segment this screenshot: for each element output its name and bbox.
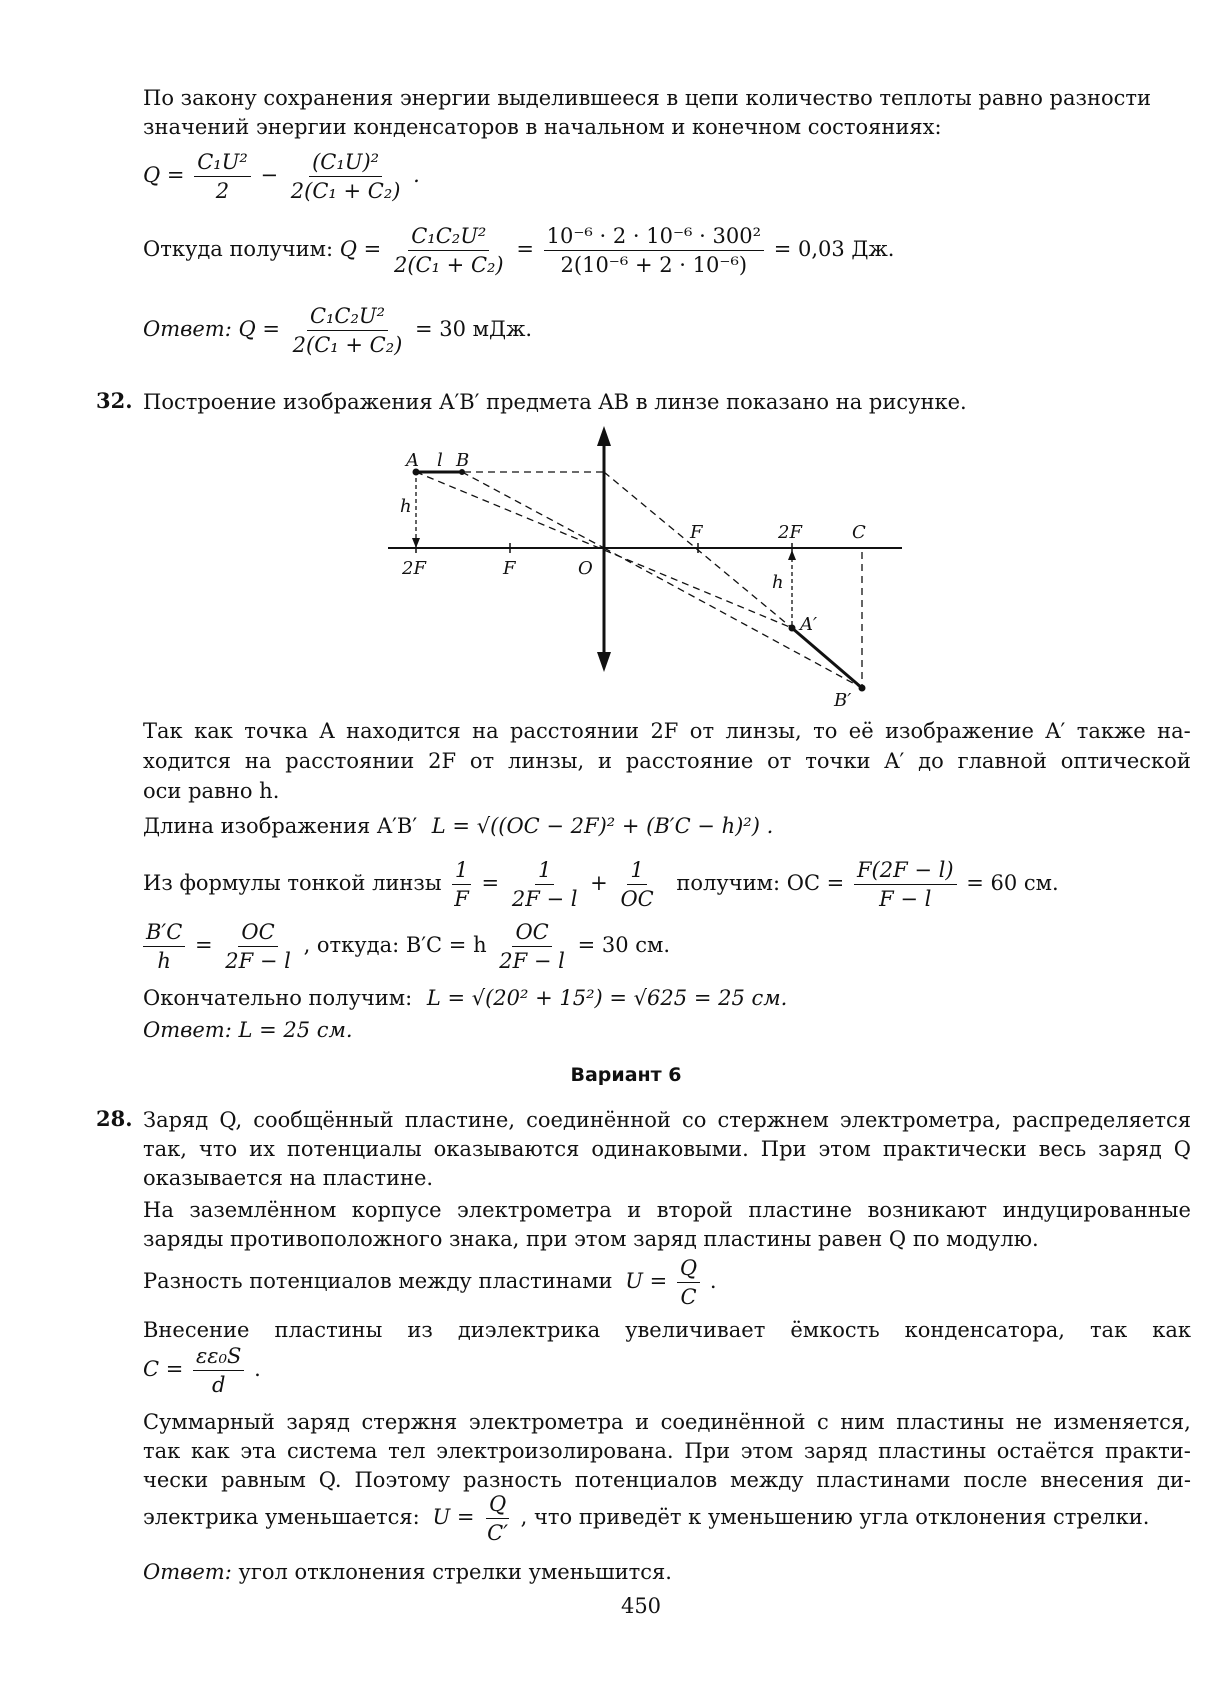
word: её xyxy=(848,719,874,743)
formula-result: = 60 см. xyxy=(966,871,1059,895)
fraction xyxy=(193,1343,244,1398)
word: расстоянии xyxy=(510,719,640,743)
denominator: C′ xyxy=(487,1521,508,1545)
formula-part: = xyxy=(481,871,500,895)
formula-q-value xyxy=(143,222,894,278)
numerator: C₁U² xyxy=(194,149,251,177)
text-line: оказывается на пластине. xyxy=(143,1166,434,1190)
word: увеличивает xyxy=(625,1318,766,1342)
word: На xyxy=(143,1198,174,1222)
word: и xyxy=(635,1410,650,1434)
word: система xyxy=(287,1439,378,1463)
numerator: C₁C₂U² xyxy=(408,223,489,251)
denominator: F − l xyxy=(879,887,932,911)
fraction xyxy=(509,857,581,912)
word: так xyxy=(1089,1318,1128,1342)
answer-text: угол отклонения стрелки уменьшится. xyxy=(238,1560,672,1584)
label-f-left: F xyxy=(503,558,516,579)
text-line: значений энергии конденсаторов в начальном и конечном состояниях: xyxy=(143,115,942,139)
word: заряд xyxy=(286,1410,350,1434)
point-a-image xyxy=(789,625,795,631)
word: диэлектрика xyxy=(457,1318,601,1342)
word: то xyxy=(813,719,838,743)
text-line: По закону сохранения энергии выделившееся в цепи количество теплоты равно разности xyxy=(143,86,1151,110)
word: разность xyxy=(463,1468,562,1492)
image-length-line xyxy=(143,812,773,840)
word: стержнем xyxy=(717,1108,829,1132)
arrow-down-icon xyxy=(412,538,420,548)
fraction xyxy=(544,223,764,278)
text-line-justified xyxy=(143,1316,1191,1344)
denominator: C xyxy=(680,1285,697,1309)
formula-result: = 30 мДж. xyxy=(415,317,533,341)
numerator: εε₀S xyxy=(193,1343,244,1371)
reduced-potential-line xyxy=(143,1490,1149,1546)
word: заряд xyxy=(803,1439,868,1463)
numerator: Q xyxy=(677,1255,700,1283)
formula-part: . xyxy=(709,1269,717,1293)
formula-part: . xyxy=(413,163,420,187)
word: возникают xyxy=(867,1198,988,1222)
word: главной xyxy=(957,749,1047,773)
word: линзы, xyxy=(725,719,802,743)
word: оптической xyxy=(1060,749,1191,773)
numerator: 10⁻⁶ · 2 · 10⁻⁶ · 300² xyxy=(544,223,764,251)
word: пластины xyxy=(274,1318,383,1342)
word: на xyxy=(472,719,499,743)
word: на xyxy=(244,749,272,773)
numerator: 1 xyxy=(452,857,471,885)
word: этом xyxy=(818,1137,871,1161)
word: A′ xyxy=(1045,719,1066,743)
formula-result: = 30 см. xyxy=(577,933,671,957)
denominator: 2F − l xyxy=(225,949,291,973)
label-b: B xyxy=(456,450,470,471)
word: после xyxy=(963,1468,1028,1492)
word: практически xyxy=(882,1137,1027,1161)
word: Поэтому xyxy=(354,1468,451,1492)
fraction xyxy=(391,223,507,278)
word: и xyxy=(598,749,613,773)
formula-part: + xyxy=(590,871,608,895)
word: с xyxy=(817,1410,829,1434)
word: электрометра xyxy=(468,1410,624,1434)
label-a: A xyxy=(406,450,419,471)
word: A′ xyxy=(884,749,905,773)
word: электрометра xyxy=(457,1198,612,1222)
word: ёмкость xyxy=(790,1318,880,1342)
fraction xyxy=(484,1491,511,1546)
word: Q xyxy=(1173,1137,1191,1161)
denominator: 2(C₁ + C₂) xyxy=(292,333,403,357)
word: индуцированные xyxy=(1002,1198,1191,1222)
point-b-image xyxy=(859,685,865,691)
word: соединённой xyxy=(660,1410,806,1434)
word: тел xyxy=(388,1439,426,1463)
label-f-right: F xyxy=(690,522,703,543)
numerator: OC xyxy=(512,919,551,947)
formula-part: C = xyxy=(143,1357,184,1381)
denominator: 2(10⁻⁶ + 2 · 10⁻⁶) xyxy=(560,253,748,277)
label-a-image: A′ xyxy=(800,614,818,635)
word: Q, xyxy=(219,1108,243,1132)
word: пластины xyxy=(896,1410,1005,1434)
formula-part: Q = xyxy=(238,317,280,341)
word: что xyxy=(198,1137,238,1161)
word: ди- xyxy=(1156,1468,1191,1492)
lens-arrow-down-icon xyxy=(597,652,611,672)
text-label: Откуда получим: xyxy=(143,237,334,261)
formula-final: L = √(20² + 15²) = √625 = 25 см. xyxy=(426,986,788,1010)
word: соединённой xyxy=(526,1108,671,1132)
word: Q. xyxy=(318,1468,342,1492)
image-a-b xyxy=(792,628,862,688)
answer-q xyxy=(143,302,532,358)
answer-label: Ответ: xyxy=(143,1560,232,1584)
fraction xyxy=(496,919,568,974)
text-label: электрика уменьшается: xyxy=(143,1505,420,1529)
numerator: Q xyxy=(486,1491,509,1519)
word: внесения xyxy=(1040,1468,1145,1492)
numerator: OC xyxy=(238,919,277,947)
word: оказываются xyxy=(433,1137,580,1161)
final-line xyxy=(143,984,787,1012)
formula-part: Q = xyxy=(143,163,185,187)
numerator: B′C xyxy=(143,919,185,947)
denominator: 2(C₁ + C₂) xyxy=(290,179,401,203)
denominator: F xyxy=(454,887,469,911)
fraction xyxy=(617,857,656,912)
word: чески xyxy=(143,1468,209,1492)
word: расстоянии xyxy=(285,749,415,773)
text-line: заряды противоположного знака, при этом заряд пластины равен Q по модулю. xyxy=(143,1227,1039,1251)
label-l: l xyxy=(437,450,443,471)
formula-part: U = xyxy=(432,1505,475,1529)
word: ходится xyxy=(143,749,232,773)
word: корпусе xyxy=(351,1198,442,1222)
word: изменяется, xyxy=(1053,1410,1191,1434)
denominator: 2F − l xyxy=(499,949,565,973)
text-line-justified xyxy=(143,1135,1191,1163)
denominator: 2F − l xyxy=(511,887,578,911)
word: точки xyxy=(805,749,871,773)
formula-part: . xyxy=(254,1357,261,1381)
text-line-justified xyxy=(143,1196,1191,1224)
word: пластине xyxy=(748,1198,853,1222)
answer-text: L = 25 см. xyxy=(238,1018,353,1042)
answer-label: Ответ: xyxy=(143,1018,232,1042)
problem-number: 32. xyxy=(96,388,133,413)
word: точка xyxy=(244,719,309,743)
word: практи- xyxy=(1105,1439,1191,1463)
formula-part: = xyxy=(516,237,534,261)
fraction xyxy=(194,149,251,204)
word: и xyxy=(627,1198,642,1222)
word: пластине, xyxy=(404,1108,516,1132)
text-line: оси равно h. xyxy=(143,779,280,803)
word: пластины xyxy=(878,1439,987,1463)
text-line-justified xyxy=(143,1106,1191,1134)
word: заряд xyxy=(1098,1137,1162,1161)
word: расстояние xyxy=(625,749,754,773)
fraction xyxy=(290,303,406,358)
thin-lens-line xyxy=(143,856,1059,912)
formula-part: U = xyxy=(625,1269,668,1293)
text-label: Разность потенциалов между пластинами xyxy=(143,1269,613,1293)
word: этом xyxy=(740,1439,794,1463)
problem-number: 28. xyxy=(96,1106,133,1131)
word: не xyxy=(1015,1410,1043,1434)
label-c: C xyxy=(852,522,866,543)
word: стержня xyxy=(361,1410,458,1434)
word: также xyxy=(1076,719,1146,743)
formula-part: Q = xyxy=(339,237,382,261)
text-line: Построение изображения A′B′ предмета AB в линзе показано на рисунке. xyxy=(143,390,967,414)
text-line-justified xyxy=(143,1408,1191,1436)
formula-result: = 0,03 Дж. xyxy=(773,237,895,261)
fraction xyxy=(854,857,957,912)
formula-part: = xyxy=(194,933,213,957)
word: от xyxy=(767,749,792,773)
word: весь xyxy=(1038,1137,1087,1161)
capacitance-formula xyxy=(143,1342,261,1398)
label-h-right: h xyxy=(772,572,784,593)
ray-b-through-center xyxy=(604,548,862,688)
similar-triangles-line xyxy=(143,918,670,974)
formula-length: L = √((OC − 2F)² + (B′C − h)²) . xyxy=(431,814,774,838)
word: от xyxy=(469,749,495,773)
word: распределяется xyxy=(1012,1108,1191,1132)
word: При xyxy=(760,1137,807,1161)
ray-through-focus xyxy=(604,472,792,628)
word: одинаковыми. xyxy=(591,1137,749,1161)
word: как xyxy=(190,1439,230,1463)
text-line-justified xyxy=(143,717,1191,745)
word: между xyxy=(730,1468,804,1492)
formula-part: , откуда: B′C = h xyxy=(303,933,487,957)
numerator: C₁C₂U² xyxy=(307,303,388,331)
fraction xyxy=(222,919,294,974)
word: электрометра, xyxy=(839,1108,1002,1132)
ray-b-to-center xyxy=(462,472,604,548)
word: При xyxy=(684,1439,731,1463)
denominator: d xyxy=(211,1373,226,1397)
text-label: Из формулы тонкой линзы xyxy=(143,871,442,895)
word: линзы, xyxy=(507,749,585,773)
word: их xyxy=(249,1137,275,1161)
numerator: 1 xyxy=(535,857,554,885)
word: остаётся xyxy=(996,1439,1095,1463)
numerator: 1 xyxy=(627,857,646,885)
lens-ray-diagram xyxy=(380,415,920,715)
word: заземлённом xyxy=(189,1198,337,1222)
word: так, xyxy=(143,1137,187,1161)
potential-difference-line xyxy=(143,1254,717,1310)
word: на- xyxy=(1157,719,1191,743)
word: находится xyxy=(346,719,461,743)
word: как xyxy=(1152,1318,1191,1342)
word: потенциалов xyxy=(574,1468,718,1492)
fraction xyxy=(288,149,404,204)
word: второй xyxy=(656,1198,733,1222)
fraction xyxy=(143,919,185,974)
label-h-left: h xyxy=(400,496,412,517)
arrow-up-icon xyxy=(788,550,796,560)
word: изображение xyxy=(885,719,1034,743)
text-line: , что приведёт к уменьшению угла отклонения стрелки. xyxy=(520,1505,1150,1529)
text-line-justified xyxy=(143,1437,1191,1465)
fraction xyxy=(451,857,472,912)
word: до xyxy=(918,749,944,773)
word: пластинами xyxy=(816,1468,951,1492)
word: Так xyxy=(143,719,183,743)
word: как xyxy=(194,719,233,743)
denominator: OC xyxy=(620,887,654,911)
formula-q-difference xyxy=(143,148,420,204)
word: 2F xyxy=(428,749,457,773)
numerator: F(2F − l) xyxy=(854,857,957,885)
numerator: (C₁U)² xyxy=(309,149,382,177)
denominator: 2(C₁ + C₂) xyxy=(393,253,504,277)
text-label: Длина изображения A′B′ xyxy=(143,814,418,838)
word: 2F xyxy=(650,719,679,743)
word: из xyxy=(407,1318,433,1342)
denominator: h xyxy=(157,949,171,973)
formula-part: − xyxy=(260,163,279,187)
lens-arrow-up-icon xyxy=(597,426,611,446)
word: конденсатора, xyxy=(904,1318,1065,1342)
word: потенциалы xyxy=(286,1137,422,1161)
answer-28 xyxy=(143,1558,672,1586)
word: Суммарный xyxy=(143,1410,275,1434)
label-o: O xyxy=(578,558,593,579)
answer-label: Ответ: xyxy=(143,317,232,341)
variant-heading: Вариант 6 xyxy=(570,1064,682,1086)
word: равным xyxy=(221,1468,306,1492)
label-b-image: B′ xyxy=(834,690,852,711)
word: со xyxy=(682,1108,707,1132)
word: от xyxy=(689,719,715,743)
word: ним xyxy=(840,1410,885,1434)
word: A xyxy=(319,719,335,743)
denominator: 2 xyxy=(215,179,230,203)
word: сообщённый xyxy=(253,1108,394,1132)
word: Внесение xyxy=(143,1318,250,1342)
label-2f-right: 2F xyxy=(778,522,802,543)
word: Заряд xyxy=(143,1108,209,1132)
text-line-justified xyxy=(143,747,1191,775)
word: так xyxy=(143,1439,181,1463)
page-number: 450 xyxy=(620,1594,662,1618)
word: электроизолирована. xyxy=(436,1439,674,1463)
formula-part: получим: OC = xyxy=(676,871,845,895)
fraction xyxy=(677,1255,700,1310)
answer-l xyxy=(143,1016,353,1044)
text-label: Окончательно получим: xyxy=(143,986,413,1010)
word: эта xyxy=(240,1439,277,1463)
label-2f-left: 2F xyxy=(402,558,426,579)
